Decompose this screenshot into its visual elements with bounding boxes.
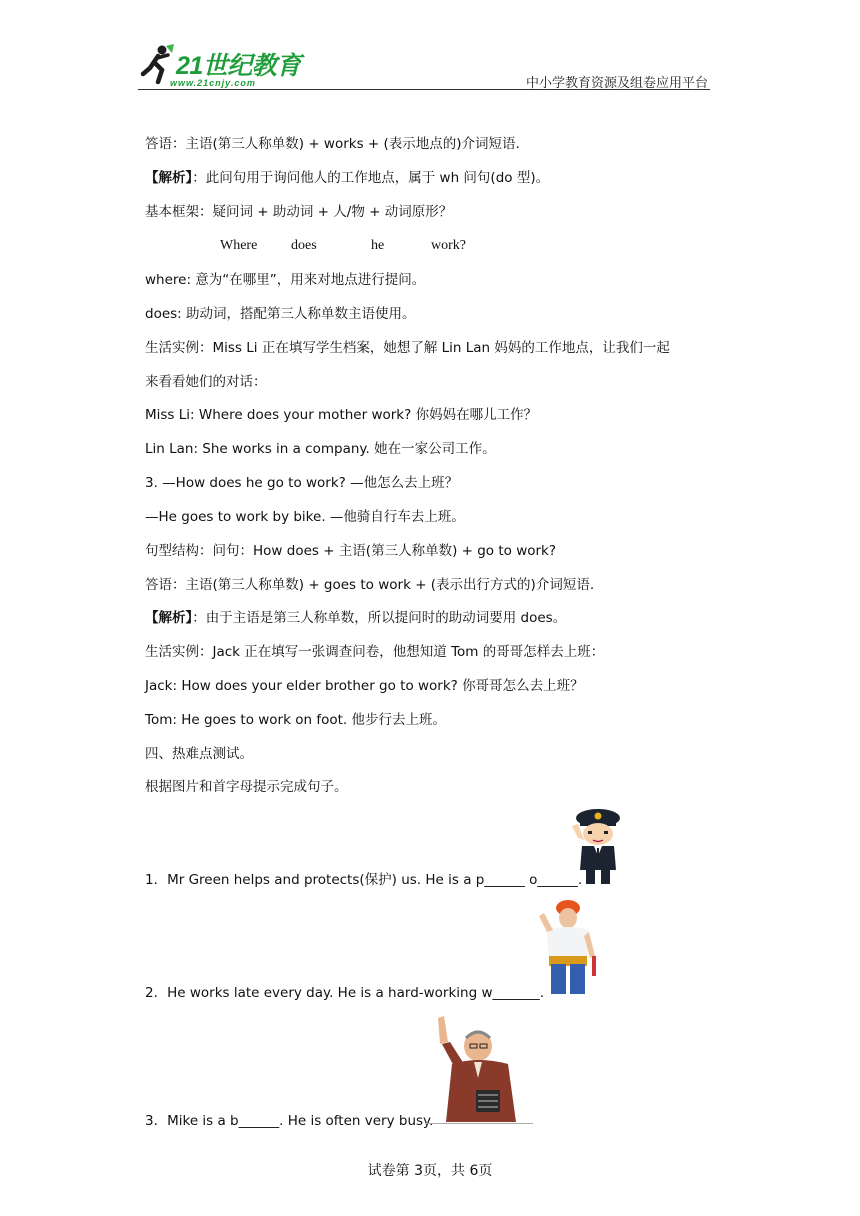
construction-worker-image: [535, 898, 603, 998]
header-divider: [138, 89, 710, 90]
dialogue-line: Tom: He goes to work on foot. 他步行去上班。: [145, 712, 446, 728]
logo-text: 21世纪教育: [176, 52, 301, 80]
site-logo: [140, 44, 310, 90]
question-1: 1．Mr Green helps and protects(保护) us. He is a p______ o______.: [145, 872, 583, 888]
instructions: 根据图片和首字母提示完成句子。: [145, 779, 348, 795]
question-2: 2．He works late every day. He is a hard-working w_______.: [145, 985, 545, 1001]
answer-structure-line-2: 答语：主语(第三人称单数) + goes to work + (表示出行方式的)介词短语.: [145, 577, 595, 593]
dialogue-line: Miss Li: Where does your mother work? 你妈妈在哪儿工作？: [145, 407, 538, 423]
dialogue-line: Lin Lan: She works in a company. 她在一家公司工作。: [145, 441, 496, 457]
frame-word: does: [291, 238, 317, 253]
answer-structure-line: 答语：主语(第三人称单数) + works + (表示地点的)介词短语.: [145, 136, 520, 152]
header-platform-text: 中小学教育资源及组卷应用平台: [525, 76, 708, 91]
where-explanation: where: 意为“在哪里”，用来对地点进行提问。: [145, 272, 426, 288]
analysis-tag: 【解析】: [145, 610, 193, 626]
analysis-text: ：由于主语是第三人称单数，所以提问时的助动词要用 does。: [192, 610, 567, 626]
dialogue-line: Jack: How does your elder brother go to work? 你哥哥怎么去上班？: [145, 678, 584, 694]
question-3: 3．Mike is a b______. He is often very busy.: [145, 1113, 434, 1129]
businessman-image: [430, 1016, 530, 1124]
analysis-text: ：此问句用于询问他人的工作地点，属于 wh 问句(do 型)。: [192, 170, 550, 186]
life-example-2: 生活实例：Jack 正在填写一张调查问卷，他想知道 Tom 的哥哥怎样去上班：: [145, 644, 605, 660]
runner-logo-icon: [140, 44, 174, 86]
section-heading: 四、热难点测试。: [145, 746, 253, 762]
page-footer: 试卷第 3页，共 6页: [367, 1163, 493, 1179]
structure-line: 句型结构：问句：How does + 主语(第三人称单数) + go to work?: [145, 543, 557, 559]
life-example-1-cont: 来看看她们的对话：: [145, 374, 267, 390]
page-header: [0, 0, 860, 100]
frame-word: he: [371, 238, 385, 253]
analysis-line-2: [145, 609, 566, 627]
sentence-3-question: 3. —How does he go to work? —他怎么去上班？: [145, 475, 459, 491]
does-explanation: does: 助动词，搭配第三人称单数主语使用。: [145, 306, 416, 322]
basic-frame-line: 基本框架：疑问词 + 助动词 + 人/物 + 动词原形？: [145, 204, 453, 220]
police-officer-image: [568, 804, 628, 886]
logo-url: www.21cnjy.com: [170, 78, 256, 88]
life-example-1: 生活实例：Miss Li 正在填写学生档案，她想了解 Lin Lan 妈妈的工作地点，让我们一起: [145, 340, 670, 356]
analysis-tag: 【解析】: [145, 170, 193, 186]
frame-word: work?: [431, 238, 466, 253]
sentence-3-answer: —He goes to work by bike. —他骑自行车去上班。: [145, 509, 465, 525]
frame-word: Where: [220, 238, 258, 253]
analysis-line-1: [145, 169, 549, 187]
